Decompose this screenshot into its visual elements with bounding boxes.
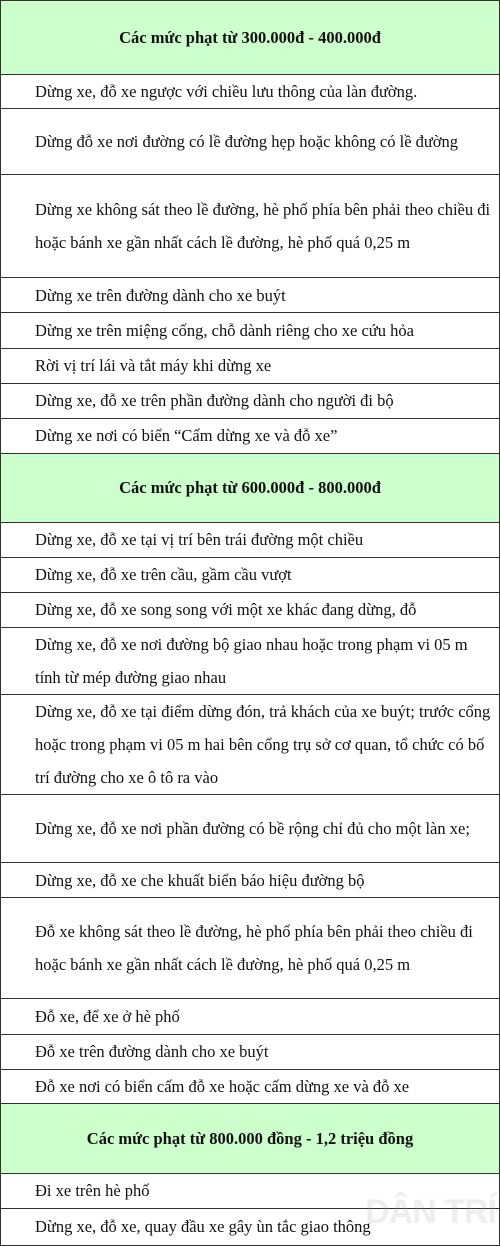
violation-text: Dừng xe, đỗ xe tại điểm dừng đón, trả khách của xe buýt; trước cổng hoặc trong phạm vi 05 m hai bên cổng trụ sở cơ quan, tổ chức có bố trí đường cho xe ô tô ra vào	[1, 694, 500, 794]
table-row	[1, 1173, 500, 1208]
violation-text: Dừng xe, đỗ xe nơi phần đường có bề rộng chỉ đủ cho một làn xe;	[1, 795, 500, 863]
violation-text: Dừng xe, đỗ xe trên cầu, gầm cầu vượt	[1, 557, 500, 592]
violation-text: Dừng đỗ xe nơi đường có lề đường hẹp hoặc không có lề đường	[1, 109, 500, 175]
table-row	[1, 592, 500, 627]
violation-text: Đỗ xe không sát theo lề đường, hè phố phía bên phải theo chiều đi hoặc bánh xe gần nhất cách lề đường, hè phố quá 0,25 m	[1, 898, 500, 999]
violation-text: Dừng xe, đỗ xe song song với một xe khác đang dừng, đỗ	[1, 592, 500, 627]
table-row	[1, 522, 500, 557]
section-header	[1, 453, 500, 522]
violation-text: Dừng xe không sát theo lề đường, hè phố phía bên phải theo chiều đi hoặc bánh xe gần nhất cách lề đường, hè phố quá 0,25 m	[1, 175, 500, 278]
section-title: Các mức phạt từ 800.000 đồng - 1,2 triệu đồng	[1, 1103, 500, 1173]
table-row	[1, 795, 500, 863]
section-title: Các mức phạt từ 600.000đ - 800.000đ	[1, 453, 500, 522]
violation-text: Dừng xe nơi có biển “Cấm dừng xe và đỗ xe”	[1, 418, 500, 453]
table-row	[1, 694, 500, 794]
violation-text: Rời vị trí lái và tắt máy khi dừng xe	[1, 348, 500, 383]
watermark-logo: DÂN TRÍ	[365, 1193, 496, 1231]
table-row	[1, 1069, 500, 1103]
section-header	[1, 1, 500, 75]
violation-text: Đỗ xe trên đường dành cho xe buýt	[1, 1034, 500, 1069]
violation-text: Dừng xe trên miệng cống, chỗ dành riêng cho xe cứu hỏa	[1, 313, 500, 348]
table-row	[1, 313, 500, 348]
table-row	[1, 383, 500, 418]
table-row	[1, 557, 500, 592]
table-row	[1, 1208, 500, 1245]
violation-text: Dừng xe, đỗ xe nơi đường bộ giao nhau hoặc trong phạm vi 05 m tính từ mép đường giao nhau	[1, 627, 500, 694]
table-row	[1, 278, 500, 313]
table-row	[1, 898, 500, 999]
table-row	[1, 627, 500, 694]
violation-text: Dừng xe, đỗ xe che khuất biển báo hiệu đường bộ	[1, 863, 500, 898]
table-row	[1, 999, 500, 1034]
table-row	[1, 1034, 500, 1069]
violation-text: Dừng xe trên đường dành cho xe buýt	[1, 278, 500, 313]
violation-text: Đỗ xe nơi có biển cấm đỗ xe hoặc cấm dừng xe và đỗ xe	[1, 1069, 500, 1103]
violation-text: Đỗ xe, để xe ở hè phố	[1, 999, 500, 1034]
table-row	[1, 175, 500, 278]
section-title: Các mức phạt từ 300.000đ - 400.000đ	[1, 1, 500, 75]
violation-text: Dừng xe, đỗ xe trên phần đường dành cho người đi bộ	[1, 383, 500, 418]
violation-text: Dừng xe, đỗ xe ngược với chiều lưu thông của làn đường.	[1, 75, 500, 109]
violation-text: Dừng xe, đỗ xe tại vị trí bên trái đường một chiều	[1, 522, 500, 557]
table-row	[1, 75, 500, 109]
section-header	[1, 1103, 500, 1173]
violation-text: Đi xe trên hè phố	[1, 1173, 500, 1208]
violation-text: Dừng xe, đỗ xe, quay đầu xe gây ùn tắc giao thông	[1, 1208, 500, 1245]
table-row	[1, 109, 500, 175]
table-row	[1, 418, 500, 453]
table-row	[1, 863, 500, 898]
table-row	[1, 348, 500, 383]
